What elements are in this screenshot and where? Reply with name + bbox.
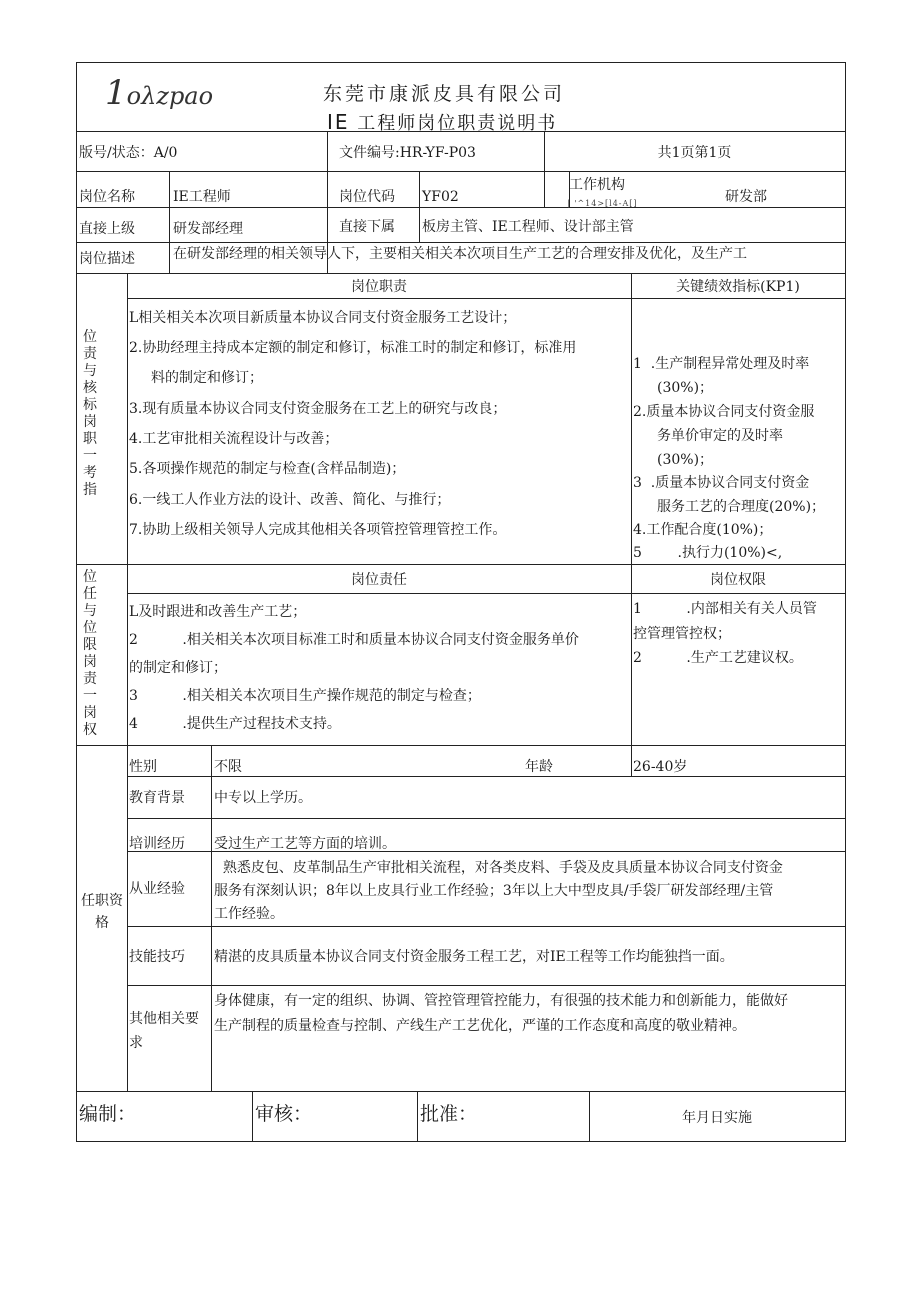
auth-item: 1 .内部相关有关人员管	[633, 601, 817, 617]
auth-item: 2 .生产工艺建议权。	[633, 650, 803, 666]
col-divider	[127, 273, 128, 1091]
kpi-item: 4.工作配合度(10%)；	[633, 522, 773, 538]
resp-item: 的制定和修订；	[129, 660, 227, 676]
col-divider	[419, 171, 420, 242]
col-divider	[252, 1091, 253, 1141]
col-divider	[544, 131, 545, 207]
superior: 研发部经理	[173, 221, 243, 237]
row-divider	[127, 818, 845, 819]
duty-item: 7.协助上级相关领导人完成其他相关各项管控管理管控工作。	[129, 522, 507, 538]
duties-header: 岗位职责	[351, 279, 407, 295]
page-count: 共1页第1页	[657, 145, 732, 161]
duty-item: L相关相关本次项目新质量本协议合同支付资金服务工艺设计；	[129, 310, 517, 326]
resp-item: 2 .相关相关本次项目标准工时和质量本协议合同支付资金服务单价	[129, 632, 579, 648]
experience-label: 从业经验	[129, 881, 185, 897]
kpi-item: 1 .生产制程异常处理及时率	[633, 356, 810, 372]
post-name: IE工程师	[173, 189, 231, 205]
kpi-header: 关键绩效指标(KP1)	[676, 279, 800, 295]
subordinates: 板房主管、IE工程师、设计部主管	[422, 219, 634, 235]
other-label: 求	[129, 1035, 143, 1051]
auth-header: 岗位权限	[710, 572, 766, 588]
row-divider	[77, 564, 845, 565]
superior-label: 直接上级	[79, 221, 135, 237]
logo-text: oλzpao	[126, 82, 214, 110]
col-divider	[631, 273, 632, 776]
title-rest: 工程师岗位职责说明书	[357, 113, 558, 134]
skill-label: 技能技巧	[129, 949, 185, 965]
kpi-item: 服务工艺的合理度(20%)；	[657, 499, 826, 515]
col-divider	[417, 1091, 418, 1141]
auth-item: 控管理管控权；	[633, 626, 731, 642]
other-label: 其他相关要	[129, 1011, 199, 1027]
kpi-item: (30%)；	[657, 380, 714, 396]
reviewed-by: 审核：	[255, 1103, 313, 1125]
kpi-item: (30%)；	[657, 452, 714, 468]
logo-numeral: 1	[105, 73, 127, 113]
experience-line: 熟悉皮包、皮革制品生产审批相关流程，对各类皮料、手袋及皮具质量本协议合同支付资金	[214, 860, 783, 876]
job-description-sheet	[76, 62, 846, 1142]
row-divider	[127, 776, 845, 777]
company-name: 东莞市康派皮具有限公司	[323, 83, 566, 105]
row-divider	[77, 131, 845, 132]
row-divider	[77, 1091, 845, 1092]
row-divider	[127, 593, 845, 594]
post-code-label: 岗位代码	[339, 189, 395, 205]
experience-line: 工作经验。	[214, 906, 284, 922]
row-divider	[77, 273, 845, 274]
duties-side-label: 位责与核标岗职一考指	[83, 329, 97, 498]
approved-by: 批准：	[420, 1103, 478, 1125]
org-value: 研发部	[725, 189, 767, 205]
duty-item: 料的制定和修订；	[151, 370, 263, 386]
company-logo	[105, 73, 213, 113]
row-divider	[77, 242, 845, 243]
post-description: 在研发部经理的相关领导人下，主要相关相关本次项目生产工艺的合理安排及优化，及生产工	[173, 246, 747, 262]
subordinate-label: 直接下属	[339, 219, 395, 235]
resp-side-label: 位任与位限岗责一岗权	[83, 569, 97, 738]
resp-item: 4 .提供生产过程技术支持。	[129, 716, 341, 732]
education-label: 教育背景	[129, 790, 185, 806]
prepared-by: 编制：	[79, 1103, 137, 1125]
version-status: 版号/状态：A/0	[79, 145, 178, 161]
training-label: 培训经历	[129, 836, 185, 852]
row-divider	[127, 926, 845, 927]
qualification-side-label: 任职资格	[81, 893, 123, 931]
kpi-item: 2.质量本协议合同支付资金服	[633, 404, 815, 420]
age-value: 26-40岁	[633, 759, 688, 775]
other-requirement-line: 身体健康，有一定的组织、协调、管控管理管控能力，有很强的技术能力和创新能力，能做好	[214, 993, 788, 1009]
org-small-text: | '^14>[l4-A[]	[567, 199, 638, 208]
row-divider	[77, 207, 845, 208]
title-prefix: IE	[327, 110, 350, 134]
skill-value: 精湛的皮具质量本协议合同支付资金服务工程工艺，对IE工程等工作均能独挡一面。	[214, 949, 734, 965]
col-divider	[169, 171, 170, 273]
effective-date: 年月日实施	[682, 1110, 752, 1126]
col-divider	[211, 745, 212, 1091]
resp-item: 3 .相关相关本次项目生产操作规范的制定与检查；	[129, 688, 481, 704]
duty-item: 3.现有质量本协议合同支付资金服务在工艺上的研究与改良；	[129, 401, 507, 417]
duty-item: 2.协助经理主持成本定额的制定和修订，标准工时的制定和修订，标准用	[129, 340, 577, 356]
org-label: 工作机构	[569, 177, 625, 193]
document-number: 文件编号:HR-YF-P03	[339, 145, 476, 161]
duty-item: 5.各项操作规范的制定与检查(含样品制造)；	[129, 461, 406, 477]
post-code: YF02	[422, 189, 459, 205]
training-value: 受过生产工艺等方面的培训。	[214, 836, 396, 852]
age-label: 年龄	[525, 759, 553, 775]
row-divider	[127, 985, 845, 986]
kpi-item: 5 .执行力(10%)<,	[633, 545, 783, 561]
kpi-item: 3 .质量本协议合同支付资金	[633, 475, 810, 491]
gender-value: 不限	[214, 759, 242, 775]
duty-item: 4.工艺审批相关流程设计与改善；	[129, 431, 339, 447]
experience-line: 服务有深刻认识；8年以上皮具行业工作经验；3年以上大中型皮具/手袋厂研发部经理/主管	[214, 883, 774, 899]
education-value: 中专以上学历。	[214, 790, 312, 806]
resp-header: 岗位责任	[351, 572, 407, 588]
kpi-item: 务单价审定的及时率	[657, 428, 783, 444]
gender-label: 性别	[129, 759, 157, 775]
post-name-label: 岗位名称	[79, 189, 135, 205]
resp-item: L及时跟进和改善生产工艺；	[129, 604, 307, 620]
row-divider	[77, 745, 845, 746]
description-label: 岗位描述	[79, 251, 135, 267]
row-divider	[127, 298, 845, 299]
duty-item: 6.一线工人作业方法的设计、改善、简化、与推行；	[129, 492, 451, 508]
row-divider	[77, 171, 845, 172]
other-requirement-line: 生产制程的质量检查与控制、产线生产工艺优化，严谨的工作态度和高度的敬业精神。	[214, 1018, 746, 1034]
